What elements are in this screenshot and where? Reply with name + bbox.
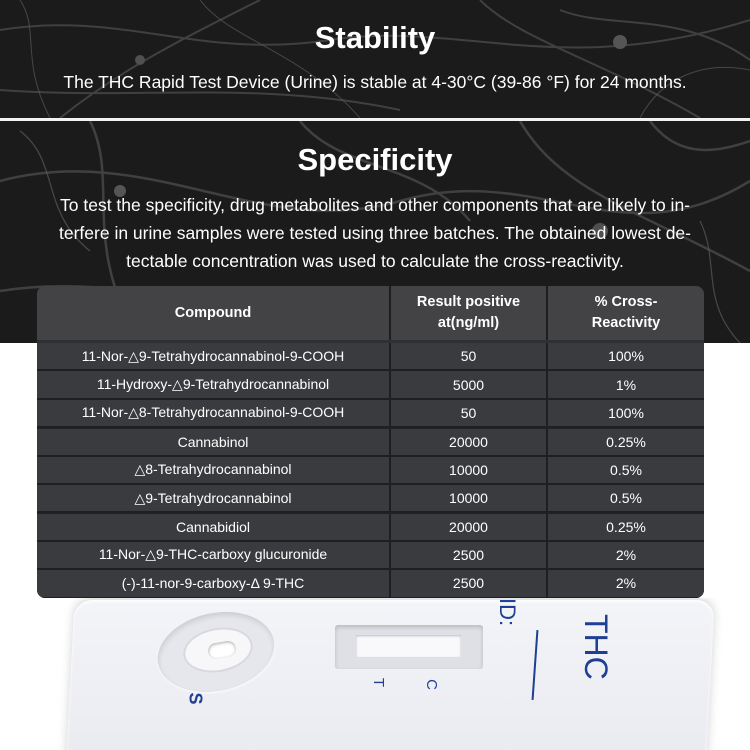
- table-row: [37, 485, 704, 513]
- cell-cross: 0.25%: [606, 433, 646, 450]
- cell-result: 2500: [391, 542, 548, 568]
- test-line-label: T: [370, 677, 388, 688]
- cell-cross: 0.5%: [610, 490, 642, 507]
- control-line-label: C: [422, 679, 440, 690]
- cell-cross: 100%: [608, 348, 644, 365]
- header-compound: Compound: [37, 286, 391, 340]
- cell-cross: 100%: [608, 404, 644, 421]
- cell-compound: 11-Nor-△9-Tetrahydrocannabinol-9-COOH: [37, 343, 391, 369]
- header-result-positive: [391, 286, 548, 340]
- table-row: [37, 343, 704, 371]
- header-result-line-2: at(ng/ml): [437, 315, 500, 331]
- sample-label: S: [185, 692, 206, 705]
- specificity-description: [30, 191, 720, 275]
- table-row: [37, 371, 704, 399]
- result-strip: [356, 635, 461, 657]
- table-row: [37, 513, 704, 541]
- table-row: [37, 570, 704, 598]
- header-cross-line-1: % Cross-: [594, 294, 658, 310]
- cross-reactivity-table: [37, 286, 704, 598]
- id-label: ID:: [495, 598, 520, 627]
- table-row: [37, 428, 704, 456]
- cell-cross: 0.5%: [610, 461, 642, 478]
- cell-result: 20000: [391, 429, 548, 454]
- header-cross-reactivity: [548, 286, 704, 340]
- cell-result: 2500: [391, 570, 548, 596]
- cell-compound: 11-Nor-△9-THC-carboxy glucuronide: [37, 542, 391, 568]
- table-header: [37, 286, 704, 340]
- drug-label: THC: [578, 614, 614, 680]
- cell-result: 10000: [391, 485, 548, 511]
- table-row: [37, 457, 704, 485]
- specificity-line-1: To test the specificity, drug metabolites and other components that are likely to in-: [60, 195, 690, 215]
- table-row: [37, 400, 704, 428]
- table-body: [37, 343, 704, 598]
- specificity-line-2: terfere in urine samples were tested using three batches. The obtained lowest de-: [59, 223, 691, 243]
- header-cross-line-2: Reactivity: [591, 315, 661, 331]
- cell-compound: (-)-11-nor-9-carboxy-Δ 9-THC: [37, 570, 391, 596]
- cell-result: 50: [391, 343, 548, 369]
- header-result-line-1: Result positive: [416, 294, 521, 310]
- cell-cross: 0.25%: [606, 519, 646, 536]
- cell-cross: 1%: [615, 376, 637, 393]
- cell-compound: Cannabinol: [37, 429, 391, 454]
- cell-cross: 2%: [615, 575, 637, 592]
- specificity-line-3: tectable concentration was used to calculate the cross-reactivity.: [126, 251, 624, 271]
- cell-compound: 11-Hydroxy-△9-Tetrahydrocannabinol: [37, 371, 391, 397]
- cell-result: 50: [391, 400, 548, 426]
- cell-result: 10000: [391, 457, 548, 483]
- cell-compound: 11-Nor-△8-Tetrahydrocannabinol-9-COOH: [37, 400, 391, 426]
- stability-section: [0, 0, 750, 118]
- cell-result: 5000: [391, 371, 548, 397]
- cell-compound: Cannabidiol: [37, 514, 391, 539]
- cell-cross: 2%: [615, 546, 637, 563]
- specificity-title: Specificity: [297, 142, 453, 177]
- cell-result: 20000: [391, 514, 548, 539]
- cell-compound: △8-Tetrahydrocannabinol: [37, 457, 391, 483]
- cell-compound: △9-Tetrahydrocannabinol: [37, 485, 391, 511]
- neuron-background-image: [0, 0, 750, 118]
- table-row: [37, 542, 704, 570]
- stability-description: The THC Rapid Test Device (Urine) is stable at 4-30°C (39-86 °F) for 24 months.: [63, 72, 687, 92]
- test-cassette-image: [0, 598, 750, 750]
- stability-title: Stability: [314, 20, 436, 55]
